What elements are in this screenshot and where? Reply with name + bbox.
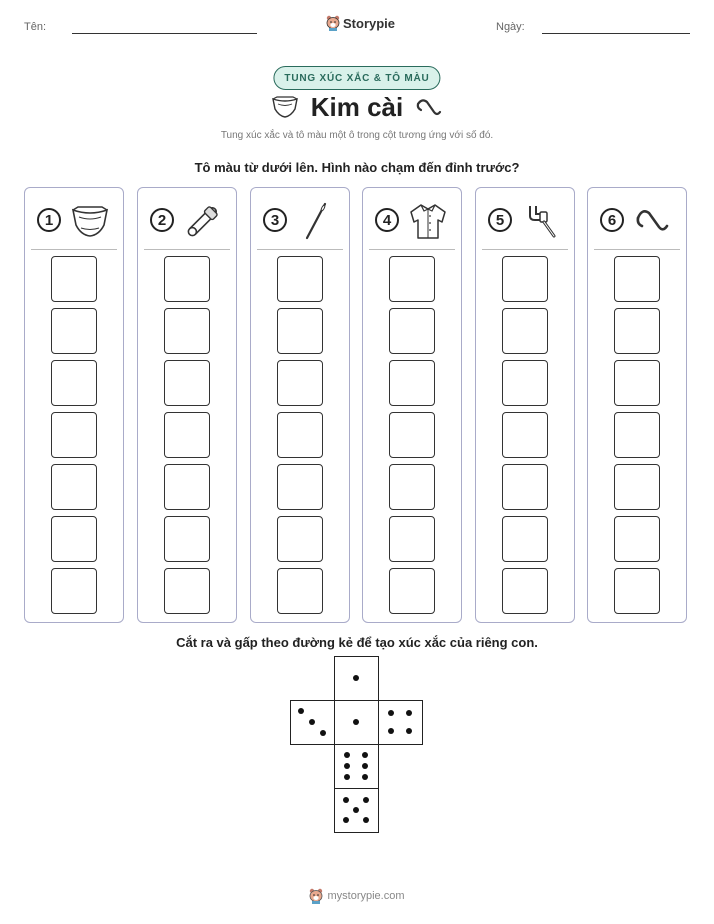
color-box[interactable] bbox=[277, 464, 323, 510]
pip bbox=[343, 817, 349, 823]
pip bbox=[320, 730, 326, 736]
subtitle: Tung xúc xắc và tô màu một ô trong cột tương ứng với số đó. bbox=[220, 130, 494, 141]
hook-icon bbox=[632, 200, 674, 242]
pip bbox=[309, 719, 315, 725]
footer bbox=[0, 888, 714, 904]
color-box[interactable] bbox=[614, 464, 660, 510]
pip bbox=[406, 728, 412, 734]
color-box[interactable] bbox=[502, 256, 548, 302]
color-box[interactable] bbox=[389, 516, 435, 562]
brand-logo bbox=[326, 15, 395, 31]
column-4 bbox=[362, 187, 462, 623]
color-box[interactable] bbox=[164, 360, 210, 406]
footer-url[interactable]: mystorypie.com bbox=[327, 890, 405, 902]
name-label: Tên: bbox=[24, 21, 47, 33]
bear-icon bbox=[326, 15, 340, 31]
color-box[interactable] bbox=[614, 360, 660, 406]
column-3 bbox=[250, 187, 350, 623]
color-box[interactable] bbox=[277, 308, 323, 354]
color-box[interactable] bbox=[51, 516, 97, 562]
color-box[interactable] bbox=[51, 256, 97, 302]
color-box[interactable] bbox=[164, 412, 210, 458]
color-box[interactable] bbox=[389, 568, 435, 614]
color-box[interactable] bbox=[277, 256, 323, 302]
color-box[interactable] bbox=[389, 464, 435, 510]
color-box[interactable] bbox=[389, 308, 435, 354]
column-6 bbox=[587, 187, 687, 623]
color-box[interactable] bbox=[614, 256, 660, 302]
pip bbox=[344, 752, 350, 758]
color-box[interactable] bbox=[164, 308, 210, 354]
column-number: 4 bbox=[375, 208, 399, 232]
shirt-icon bbox=[407, 200, 449, 242]
column-1 bbox=[24, 187, 124, 623]
color-box[interactable] bbox=[389, 412, 435, 458]
column-divider bbox=[594, 249, 680, 250]
column-2 bbox=[137, 187, 237, 623]
color-box[interactable] bbox=[164, 256, 210, 302]
instruction: Tô màu từ dưới lên. Hình nào chạm đến đỉnh trước? bbox=[194, 160, 520, 175]
dice-face-1-center bbox=[334, 700, 379, 745]
column-number: 6 bbox=[600, 208, 624, 232]
page-title: Kim cài bbox=[310, 92, 404, 122]
color-box[interactable] bbox=[614, 412, 660, 458]
column-divider bbox=[369, 249, 455, 250]
color-box[interactable] bbox=[502, 568, 548, 614]
date-label: Ngày: bbox=[496, 21, 525, 33]
color-box[interactable] bbox=[51, 308, 97, 354]
pip bbox=[388, 728, 394, 734]
dice-face-4 bbox=[378, 700, 423, 745]
needle-icon bbox=[295, 200, 337, 242]
color-box[interactable] bbox=[389, 256, 435, 302]
color-box[interactable] bbox=[277, 568, 323, 614]
column-number: 3 bbox=[263, 208, 287, 232]
color-box[interactable] bbox=[164, 516, 210, 562]
color-box[interactable] bbox=[164, 464, 210, 510]
dice-face-5 bbox=[334, 788, 379, 833]
color-box[interactable] bbox=[164, 568, 210, 614]
color-box[interactable] bbox=[277, 516, 323, 562]
activity-badge: TUNG XÚC XẮC & TÔ MÀU bbox=[273, 66, 440, 90]
column-5 bbox=[475, 187, 575, 623]
color-box[interactable] bbox=[51, 464, 97, 510]
clamp-icon bbox=[520, 200, 562, 242]
safety-pin-icon bbox=[182, 200, 224, 242]
color-box[interactable] bbox=[502, 360, 548, 406]
pip bbox=[298, 708, 304, 714]
pip bbox=[344, 763, 350, 769]
color-box[interactable] bbox=[614, 516, 660, 562]
color-box[interactable] bbox=[502, 308, 548, 354]
hook-icon bbox=[414, 96, 444, 120]
diaper-icon bbox=[69, 200, 111, 242]
column-number: 2 bbox=[150, 208, 174, 232]
pip bbox=[363, 817, 369, 823]
dice-face-3 bbox=[290, 700, 335, 745]
color-box[interactable] bbox=[502, 464, 548, 510]
pip bbox=[362, 763, 368, 769]
color-box[interactable] bbox=[51, 568, 97, 614]
color-box[interactable] bbox=[614, 308, 660, 354]
pip bbox=[353, 675, 359, 681]
bear-icon bbox=[309, 888, 323, 904]
color-box[interactable] bbox=[277, 360, 323, 406]
column-divider bbox=[482, 249, 568, 250]
color-box[interactable] bbox=[502, 516, 548, 562]
pip bbox=[362, 774, 368, 780]
color-box[interactable] bbox=[51, 360, 97, 406]
color-box[interactable] bbox=[614, 568, 660, 614]
color-box[interactable] bbox=[51, 412, 97, 458]
color-box[interactable] bbox=[389, 360, 435, 406]
color-box[interactable] bbox=[502, 412, 548, 458]
pip bbox=[406, 710, 412, 716]
brand-name: Storypie bbox=[343, 15, 396, 31]
pip bbox=[388, 710, 394, 716]
dice-face-6 bbox=[334, 744, 379, 789]
cut-instruction: Cắt ra và gấp theo đường kẻ để tạo xúc xắc của riêng con. bbox=[176, 635, 538, 650]
pip bbox=[362, 752, 368, 758]
pip bbox=[343, 797, 349, 803]
name-line bbox=[72, 33, 257, 34]
column-number: 1 bbox=[37, 208, 61, 232]
pip bbox=[344, 774, 350, 780]
column-divider bbox=[31, 249, 117, 250]
color-box[interactable] bbox=[277, 412, 323, 458]
column-divider bbox=[144, 249, 230, 250]
pip bbox=[353, 807, 359, 813]
column-number: 5 bbox=[488, 208, 512, 232]
date-line bbox=[542, 33, 690, 34]
dice-face-1 bbox=[334, 656, 379, 701]
pip bbox=[353, 719, 359, 725]
column-divider bbox=[257, 249, 343, 250]
pip bbox=[363, 797, 369, 803]
